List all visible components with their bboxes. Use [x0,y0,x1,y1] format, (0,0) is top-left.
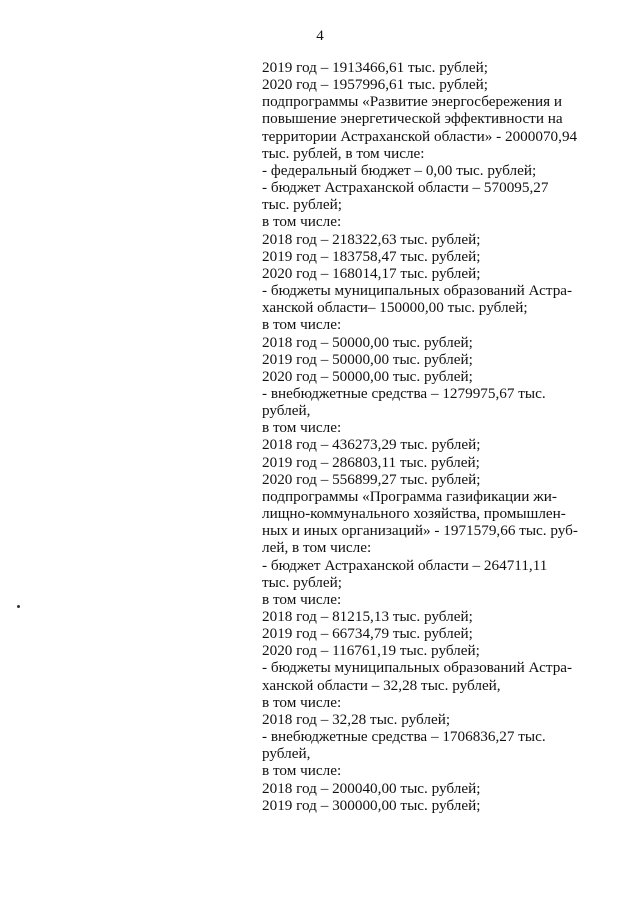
text-line: - внебюджетные средства – 1279975,67 тыс. [262,384,546,402]
text-line: в том числе: [262,762,342,780]
text-line: рублей, [262,402,311,420]
text-line: 2019 год – 66734,79 тыс. рублей; [262,625,473,643]
text-line: 2020 год – 556899,27 тыс. рублей; [262,470,481,488]
text-line: в том числе: [262,316,342,334]
text-line: 2018 год – 50000,00 тыс. рублей; [262,333,473,351]
text-line: в том числе: [262,590,342,608]
page-number: 4 [316,28,324,44]
text-line: - бюджет Астраханской области – 264711,11 [262,556,548,574]
text-line: в том числе: [262,693,342,711]
text-line: тыс. рублей; [262,573,342,591]
text-line: 2018 год – 81215,13 тыс. рублей; [262,608,473,625]
text-line: лищно-коммунального хозяйства, промышлен- [262,505,566,523]
text-line: 2020 год – 116761,19 тыс. рублей; [262,642,480,660]
text-line: 2020 год – 168014,17 тыс. рублей; [262,264,481,282]
text-line: - бюджеты муниципальных образований Астра- [262,282,573,300]
text-line: - внебюджетные средства – 1706836,27 тыс. [262,728,546,746]
text-line: 2019 год – 50000,00 тыс. рублей; [262,350,473,368]
text-line: рублей, [262,745,311,763]
document-body [262,59,582,814]
text-line: - федеральный бюджет – 0,00 тыс. рублей; [262,161,537,179]
text-line: 2019 год – 183758,47 тыс. рублей; [262,247,481,265]
text-line: - бюджет Астраханской области – 570095,27 [262,179,549,197]
text-line: тыс. рублей, в том числе: [262,144,425,162]
text-line: повышение энергетической эффективности на [262,110,563,128]
text-line: в том числе: [262,213,342,231]
text-line: тыс. рублей; [262,196,342,214]
text-line: 2018 год – 218322,63 тыс. рублей; [262,230,481,248]
text-line: в том числе: [262,419,342,437]
text-line: подпрограммы «Развитие энергосбережения и [262,93,563,111]
text-line: территории Астраханской области» - 2000070,94 [262,127,578,145]
text-line: 2019 год – 300000,00 тыс. рублей; [262,796,481,814]
text-line: 2019 год – 1913466,61 тыс. рублей; [262,59,489,76]
text-line: - бюджеты муниципальных образований Астра- [262,659,573,677]
text-line: ханской области– 150000,00 тыс. рублей; [262,299,528,317]
text-line: 2018 год – 436273,29 тыс. рублей; [262,436,481,454]
text-line: 2020 год – 50000,00 тыс. рублей; [262,367,473,385]
scan-speck [17,605,20,608]
text-line: 2019 год – 286803,11 тыс. рублей; [262,453,480,471]
text-line: ных и иных организаций» - 1971579,66 тыс. руб- [262,522,578,540]
text-line: 2020 год – 1957996,61 тыс. рублей; [262,76,489,94]
text-line: лей, в том числе: [262,539,372,557]
text-line: подпрограммы «Программа газификации жи- [262,487,557,505]
text-line: 2018 год – 200040,00 тыс. рублей; [262,779,481,797]
text-line: 2018 год – 32,28 тыс. рублей; [262,710,451,728]
text-line: ханской области – 32,28 тыс. рублей, [262,676,501,694]
